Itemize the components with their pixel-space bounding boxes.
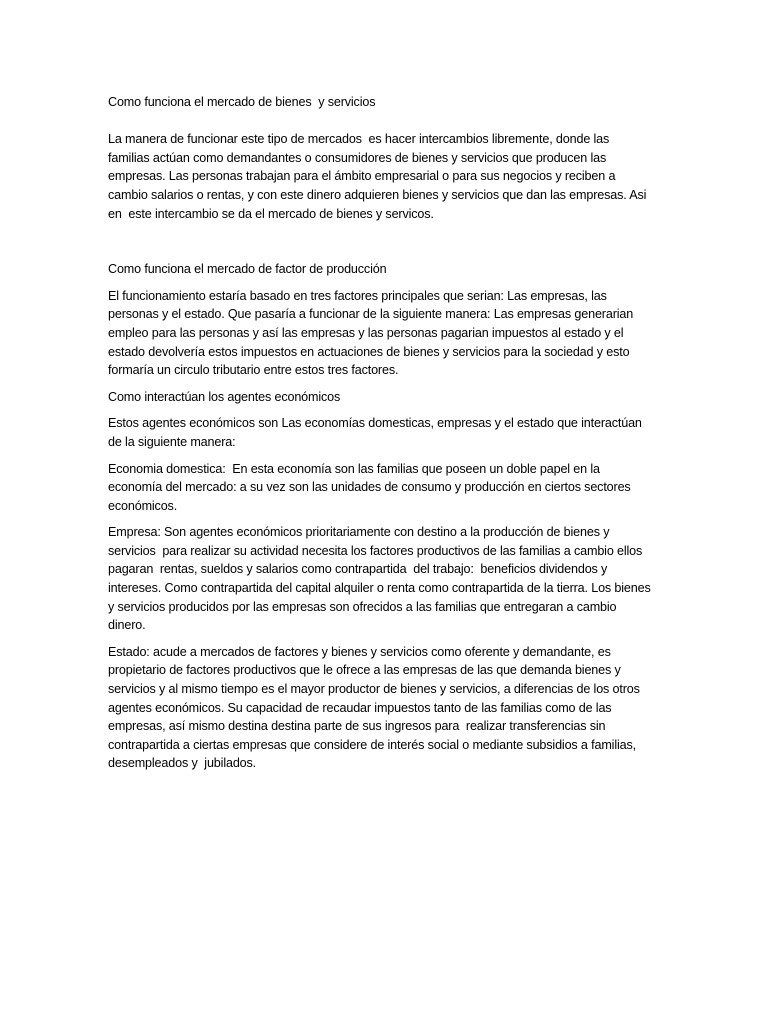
paragraph-economia-domestica: Economia domestica: En esta economía son las familias que poseen un doble papel en la economía del mercado: a su vez son las unidades de consumo y producción en ciertos sectores económicos. <box>108 461 634 513</box>
paragraph-estado: Estado: acude a mercados de factores y bienes y servicios como oferente y demandante, es propietario de factores productivos que le ofrece a las empresas de las que demanda bienes y servicios y al mismo tiempo es el mayor productor de bienes y servicios, a diferencias de los otros agentes económicos. Su capacidad de recaudar impuestos tanto de las familias como de las empresas, así mismo destina destina parte de sus ingresos para realizar transferencias sin contrapartida a ciertas empresas que considere de interés social o mediante subsidios a familias, desempleados y jubilados. <box>108 644 644 771</box>
paragraph-empresa: Empresa: Son agentes económicos prioritariamente con destino a la producción de bienes y servicios para realizar su actividad necesita los factores productivos de las familias a cambio ellos pagaran rentas, sueldos y salarios como contrapartida del trabajo: beneficios dividendos y intereses. Como contrapartida del capital alquiler o renta como contrapartida de la tierra. Los bienes y servicios producidos por las empresas son ofrecidos a las familias que entregaran a cambio dinero. <box>108 525 654 633</box>
paragraph-mercado-bienes: La manera de funcionar este tipo de mercados es hacer intercambios libremente, donde las familias actúan como demandantes o consumidores de bienes y servicios que producen las empresas. Las personas trabajan para el ámbito empresarial o para sus negocios y reciben a cambio salarios o rentas, y con este dinero adquieren bienes y servicios que dan las empresas. Asi en este intercambio se da el mercado de bienes y servicos. <box>108 132 650 221</box>
heading-agentes-economicos: Como interactúan los agentes económicos <box>108 389 341 404</box>
heading-mercado-bienes: Como funciona el mercado de bienes y servicios <box>108 95 376 109</box>
paragraph-agentes-economicos: Estos agentes económicos son Las economías domesticas, empresas y el estado que interactúan de la siguiente manera: <box>108 416 646 449</box>
document-body <box>108 93 653 781</box>
heading-mercado-factor: Como funciona el mercado de factor de producción <box>108 262 387 277</box>
paragraph-mercado-factor: El funcionamiento estaría basado en tres factores principales que serian: Las empresas, las personas y el estado. Que pasaría a funcionar de la siguiente manera: Las empresas generarian empleo para las personas y así las empresas y las personas pagarian impuestos al estado y el estado devolvería estos impuestos en actuaciones de bienes y servicios para la sociedad y esto formaría un circulo tributario entre estos tres factores. <box>108 288 637 378</box>
